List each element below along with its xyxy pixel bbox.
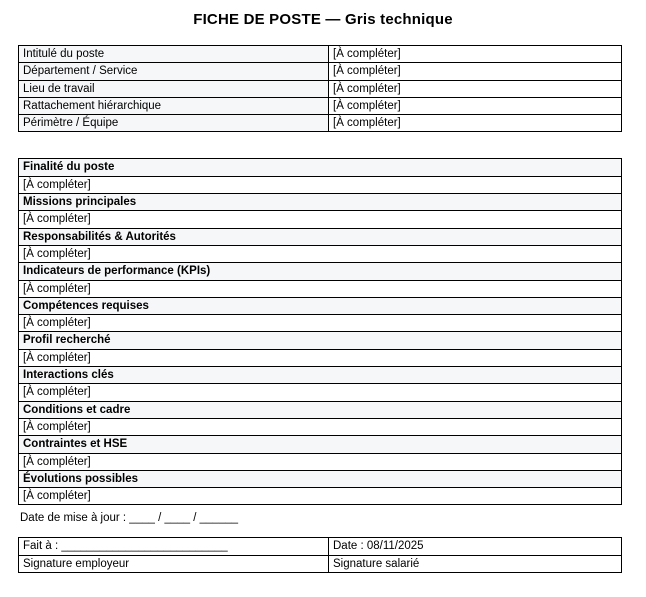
table-row <box>19 115 622 132</box>
section-value-row <box>19 453 622 470</box>
signature-salarie-cell: Signature salarié <box>329 555 622 572</box>
sections-table <box>18 158 622 505</box>
field-value-perimetre: [À compléter] <box>329 115 622 132</box>
section-heading-evolutions: Évolutions possibles <box>19 470 622 487</box>
section-heading-conditions: Conditions et cadre <box>19 401 622 418</box>
field-value-lieu: [À compléter] <box>329 80 622 97</box>
section-heading-competences: Compétences requises <box>19 297 622 314</box>
table-row <box>19 538 622 555</box>
section-value-evolutions: [À compléter] <box>19 488 622 505</box>
section-value-kpis: [À compléter] <box>19 280 622 297</box>
table-row <box>19 63 622 80</box>
section-header-row <box>19 367 622 384</box>
section-value-row <box>19 384 622 401</box>
signature-table <box>18 537 622 573</box>
section-header-row <box>19 436 622 453</box>
field-label-intitule: Intitulé du poste <box>19 46 329 63</box>
section-heading-responsabilites: Responsabilités & Autorités <box>19 228 622 245</box>
field-label-perimetre: Périmètre / Équipe <box>19 115 329 132</box>
section-value-conditions: [À compléter] <box>19 418 622 435</box>
section-value-row <box>19 280 622 297</box>
section-value-row <box>19 488 622 505</box>
table-row <box>19 80 622 97</box>
section-value-row <box>19 349 622 366</box>
section-value-competences: [À compléter] <box>19 315 622 332</box>
section-value-row <box>19 245 622 262</box>
table-row <box>19 46 622 63</box>
section-value-row <box>19 211 622 228</box>
section-header-row <box>19 401 622 418</box>
section-value-profil: [À compléter] <box>19 349 622 366</box>
section-header-row <box>19 470 622 487</box>
field-label-departement: Département / Service <box>19 63 329 80</box>
date-mise-a-jour-line: Date de mise à jour : ____ / ____ / ______ <box>20 512 239 525</box>
section-value-interactions: [À compléter] <box>19 384 622 401</box>
section-header-row <box>19 332 622 349</box>
section-value-responsabilites: [À compléter] <box>19 245 622 262</box>
section-header-row <box>19 194 622 211</box>
section-header-row <box>19 159 622 176</box>
fait-a-cell: Fait à : __________________________ <box>19 538 329 555</box>
section-value-row <box>19 315 622 332</box>
section-heading-contraintes: Contraintes et HSE <box>19 436 622 453</box>
field-value-departement: [À compléter] <box>329 63 622 80</box>
field-value-intitule: [À compléter] <box>329 46 622 63</box>
signature-employeur-cell: Signature employeur <box>19 555 329 572</box>
section-value-finalite: [À compléter] <box>19 176 622 193</box>
section-value-missions: [À compléter] <box>19 211 622 228</box>
field-label-rattachement: Rattachement hiérarchique <box>19 97 329 114</box>
section-heading-missions: Missions principales <box>19 194 622 211</box>
section-header-row <box>19 228 622 245</box>
table-row <box>19 97 622 114</box>
section-heading-profil: Profil recherché <box>19 332 622 349</box>
identity-table <box>18 45 622 132</box>
fiche-de-poste-document <box>0 11 646 597</box>
date-cell: Date : 08/11/2025 <box>329 538 622 555</box>
section-heading-interactions: Interactions clés <box>19 367 622 384</box>
table-row <box>19 555 622 572</box>
section-value-row <box>19 418 622 435</box>
section-heading-kpis: Indicateurs de performance (KPIs) <box>19 263 622 280</box>
page-title: FICHE DE POSTE — Gris technique <box>193 11 453 28</box>
section-header-row <box>19 263 622 280</box>
section-heading-finalite: Finalité du poste <box>19 159 622 176</box>
section-header-row <box>19 297 622 314</box>
field-value-rattachement: [À compléter] <box>329 97 622 114</box>
section-value-row <box>19 176 622 193</box>
field-label-lieu: Lieu de travail <box>19 80 329 97</box>
section-value-contraintes: [À compléter] <box>19 453 622 470</box>
